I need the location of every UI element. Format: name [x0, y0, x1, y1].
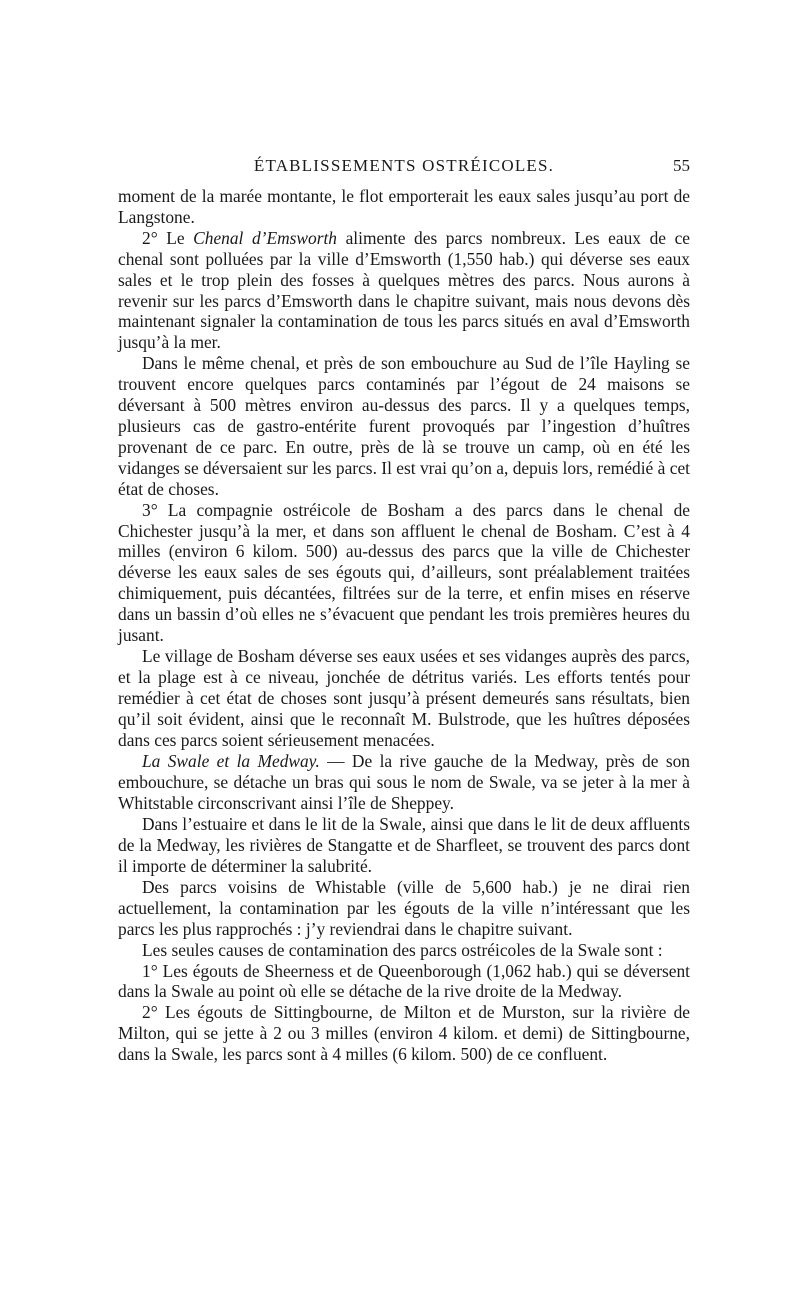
paragraph-text: Dans le même chenal, et près de son embouchure au Sud de l’île Hayling se trouvent encore quelques parcs contaminés par l’égout de 24 maisons se déversant à 500 mètres environ au-dessus des parcs. Il y a quelques temps, plusieurs cas de gastro-entérite furent provoqués par l’ingestion d’huîtres provenant de ce parc. En outre, près de là se trouve un camp, où en été les vidanges se déversaient sur les parcs. Il est vrai qu’on a, depuis lors, remédié à cet état de choses.	[118, 353, 690, 499]
paragraph-text: 2° Les égouts de Sittingbourne, de Milton et de Murston, sur la rivière de Milton, qui se jette à 2 ou 3 milles (environ 4 kilom. et demi) de Sittingbourne, dans la Swale, les parcs sont à 4 milles (6 kilom. 500) de ce confluent.	[118, 1002, 690, 1065]
running-title: ÉTABLISSEMENTS OSTRÉICOLES.	[253, 156, 555, 175]
paragraph-text: — De la rive gauche de la Medway, près de son embouchure, se détache un bras qui sous le nom de Swale, va se jeter à la mer à Whitstable circonscrivant ainsi l’île de Sheppey.	[118, 751, 690, 814]
paragraph-11	[118, 1002, 690, 1065]
paragraph-8	[118, 877, 690, 940]
paragraph-6	[118, 751, 690, 814]
paragraph-3	[118, 353, 690, 499]
paragraph-text: Les seules causes de contamination des parcs ostréicoles de la Swale sont :	[142, 939, 663, 960]
paragraph-text: Le village de Bosham déverse ses eaux usées et ses vidanges auprès des parcs, et la plage est à ce niveau, jonchée de détritus variés. Les efforts tentés pour remédier à cet état de choses sont jusqu’à présent demeurés sans résultats, bien qu’il soit évident, ainsi que le reconnaît M. Bulstrode, que les huîtres déposées dans ces parcs soient sérieusement menacées.	[118, 645, 690, 750]
section-heading-italic: La Swale et la Medway.	[142, 751, 320, 772]
paragraph-lead: 2° Le	[142, 227, 194, 248]
paragraph-7	[118, 814, 690, 877]
paragraph-text: Dans l’estuaire et dans le lit de la Swale, ainsi que dans le lit de deux affluents de la Medway, les rivières de Stangatte et de Sharfleet, se trouvent des parcs dont il importe de déterminer la salubrité.	[118, 814, 690, 876]
paragraph-5	[118, 646, 690, 751]
paragraph-text: alimente des parcs nombreux. Les eaux de ce chenal sont polluées par la ville d’Emsworth (1,550 hab.) qui déverse ses eaux sales et le trop plein des fosses à quelques mètres des parcs. Nous aurons à revenir sur les parcs d’Emsworth dans le chapitre suivant, mais nous devons dès maintenant signaler la contamination de tous les parcs situés en aval d’Emsworth jusqu’à la mer.	[118, 227, 691, 353]
paragraph-9	[118, 940, 690, 961]
paragraph-1	[118, 186, 690, 228]
page-header	[118, 156, 690, 180]
page-number: 55	[673, 156, 690, 175]
paragraph-text: Des parcs voisins de Whistable (ville de 5,600 hab.) je ne dirai rien actuellement, la contamination par les égouts de la ville n’intéressant que les parcs les plus rapprochés : j’y reviendrai dans le chapitre suivant.	[118, 876, 690, 939]
paragraph-text: 3° La compagnie ostréicole de Bosham a des parcs dans le chenal de Chichester jusqu’à la mer, et dans son affluent le chenal de Bosham. C’est à 4 milles (environ 6 kilom. 500) au-dessus des parcs que la ville de Chichester déverse les eaux sales de ses égouts qui, d’ailleurs, sont préalablement traitées chimiquement, puis décantées, filtrées sur de la terre, et enfin mises en réserve dans un bassin d’où elles ne s’évacuent que pendant les trois premières heures du jusant.	[118, 499, 690, 646]
paragraph-2	[118, 228, 690, 353]
place-name-italic: Chenal d’Emsworth	[193, 227, 337, 248]
paragraph-text: moment de la marée montante, le flot emporterait les eaux sales jusqu’au port de Langstone.	[118, 186, 690, 227]
body-text	[118, 186, 690, 1065]
paragraph-10	[118, 961, 690, 1003]
paragraph-4	[118, 500, 690, 646]
paragraph-text: 1° Les égouts de Sheerness et de Queenborough (1,062 hab.) qui se déversent dans la Swale au point où elle se détache de la rive droite de la Medway.	[118, 960, 690, 1002]
